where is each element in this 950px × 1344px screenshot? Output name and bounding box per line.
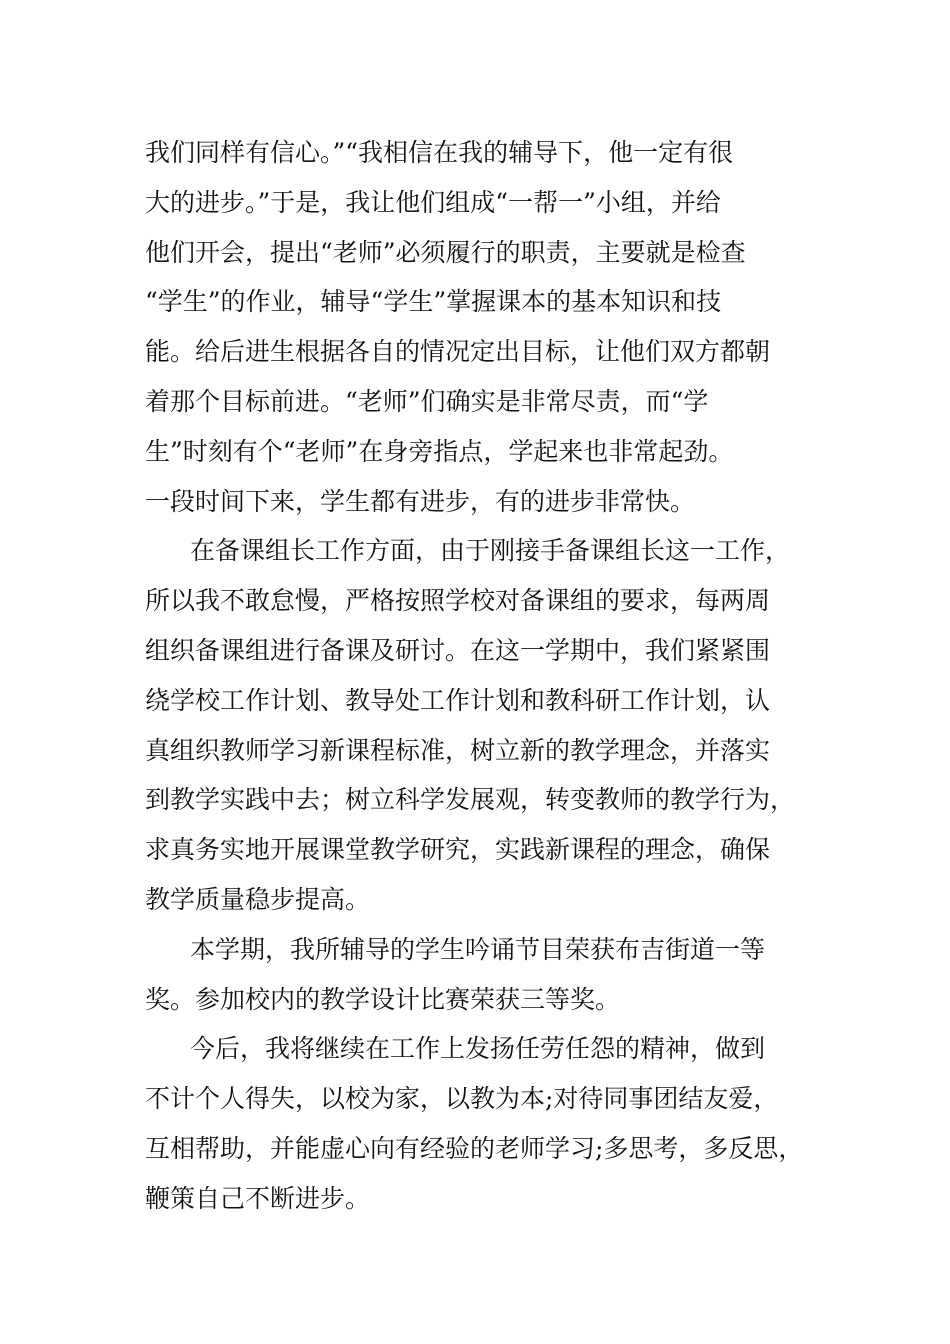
text-line: 我们同样有信心。”“我相信在我的辅导下，他一定有很: [145, 138, 734, 167]
text-line: 着那个目标前进。“老师”们确实是非常尽责，而“学: [145, 386, 709, 416]
text-line: 不计个人得失，以校为家，以教为本;对待同事团结友爱，: [145, 1084, 779, 1114]
text-line: 互相帮助，并能虚心向有经验的老师学习;多思考，多反思，: [145, 1133, 804, 1163]
text-line: 生”时刻有个“老师”在身旁指点，学起来也非常起劲。: [145, 436, 734, 466]
text-line: 求真务实地开展课堂教学研究，实践新课程的理念，确保: [145, 835, 771, 865]
text-line: 到教学实践中去；树立科学发展观，转变教师的教学行为，: [145, 785, 796, 815]
text-line: 真组织教师学习新课程标准，树立新的教学理念，并落实: [145, 735, 771, 765]
text-line: 鞭策自己不断进步。: [145, 1183, 371, 1213]
text-line: 绕学校工作计划、教导处工作计划和教科研工作计划，认: [145, 685, 771, 715]
paragraph-start-line: 今后，我将继续在工作上发扬任劳任怨的精神，做到: [190, 1034, 766, 1064]
text-line: 他们开会，提出“老师”必须履行的职责，主要就是检查: [145, 237, 746, 267]
text-line: 组织备课组进行备课及研讨。在这一学期中，我们紧紧围: [145, 635, 771, 665]
text-line: 所以我不敢怠慢，严格按照学校对备课组的要求，每两周: [145, 586, 771, 616]
text-line: 奖。参加校内的教学设计比赛荣获三等奖。: [145, 984, 621, 1014]
text-line: 一段时间下来，学生都有进步，有的进步非常快。: [145, 486, 696, 516]
paragraph-start-line: 本学期，我所辅导的学生吟诵节目荣获布吉街道一等: [190, 934, 766, 964]
text-line: 能。给后进生根据各自的情况定出目标，让他们双方都朝: [145, 337, 771, 367]
document-body: [145, 128, 825, 1224]
text-line: 教学质量稳步提高。: [145, 884, 371, 914]
text-line: “学生”的作业，辅导“学生”掌握课本的基本知识和技: [145, 287, 722, 317]
text-line: 大的进步。”于是，我让他们组成“一帮一”小组，并给: [145, 187, 721, 217]
paragraph-start-line: 在备课组长工作方面，由于刚接手备课组长这一工作，: [190, 536, 791, 566]
